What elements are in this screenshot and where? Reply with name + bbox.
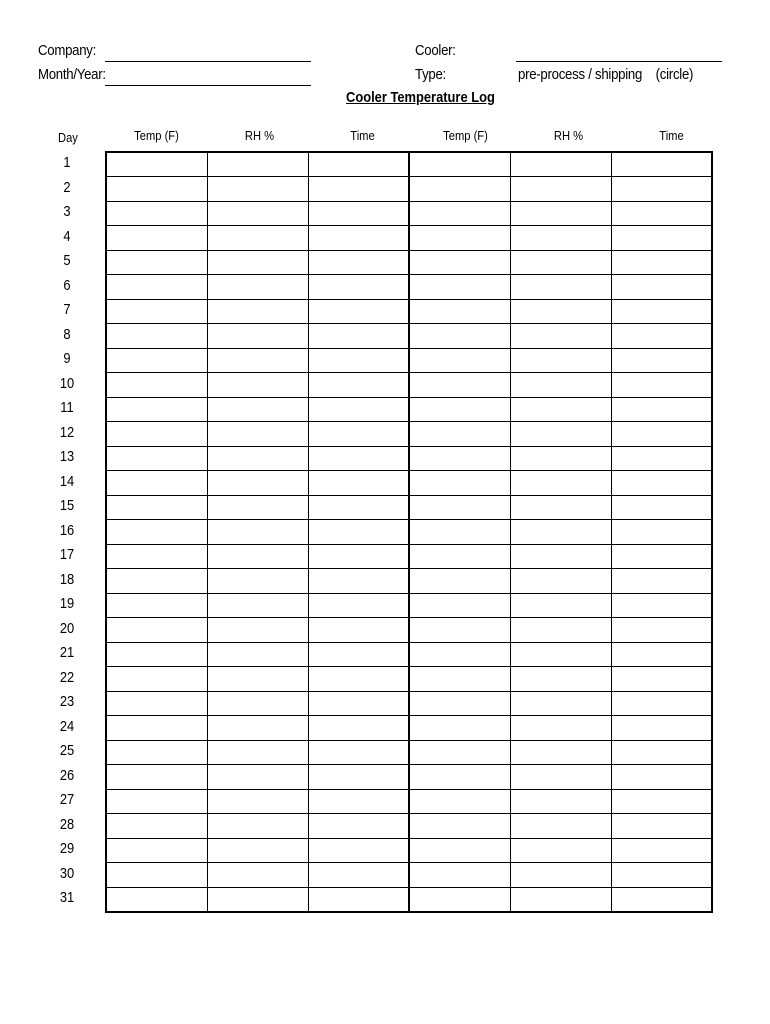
- log-entry-cell[interactable]: [409, 471, 510, 496]
- column-header-temp-1: Temp (F): [134, 128, 179, 143]
- day-label: 24: [59, 717, 75, 735]
- log-entry-cell[interactable]: [409, 716, 510, 741]
- log-entry-cell[interactable]: [308, 397, 409, 422]
- table-row: [106, 618, 712, 643]
- log-entry-cell[interactable]: [409, 348, 510, 373]
- log-entry-cell[interactable]: [308, 740, 409, 765]
- table-row: [106, 250, 712, 275]
- log-entry-cell[interactable]: [308, 299, 409, 324]
- company-field[interactable]: [105, 61, 311, 62]
- log-entry-cell[interactable]: [409, 422, 510, 447]
- column-header-time-1: Time: [350, 128, 375, 143]
- log-entry-cell[interactable]: [207, 250, 308, 275]
- log-entry-cell[interactable]: [611, 299, 712, 324]
- log-entry-cell[interactable]: [106, 226, 207, 251]
- log-entry-cell[interactable]: [207, 642, 308, 667]
- log-entry-cell[interactable]: [510, 275, 611, 300]
- day-label: 10: [59, 374, 75, 392]
- day-label: 12: [59, 423, 75, 441]
- table-row: [106, 324, 712, 349]
- log-entry-cell[interactable]: [409, 250, 510, 275]
- day-label: 18: [59, 570, 75, 588]
- log-entry-cell[interactable]: [308, 544, 409, 569]
- log-entry-cell[interactable]: [308, 275, 409, 300]
- log-entry-cell[interactable]: [611, 618, 712, 643]
- log-entry-cell[interactable]: [106, 520, 207, 545]
- day-label: 1: [63, 154, 71, 171]
- log-entry-cell[interactable]: [510, 520, 611, 545]
- log-entry-cell[interactable]: [106, 544, 207, 569]
- log-entry-cell[interactable]: [510, 838, 611, 863]
- log-entry-cell[interactable]: [308, 887, 409, 912]
- log-entry-cell[interactable]: [409, 397, 510, 422]
- log-entry-cell[interactable]: [409, 789, 510, 814]
- log-entry-cell[interactable]: [207, 446, 308, 471]
- log-entry-cell[interactable]: [308, 569, 409, 594]
- log-entry-cell[interactable]: [510, 373, 611, 398]
- day-label: 20: [59, 619, 75, 637]
- log-entry-cell[interactable]: [510, 422, 611, 447]
- log-entry-cell[interactable]: [106, 397, 207, 422]
- day-label: 23: [59, 693, 75, 710]
- day-label: 11: [60, 399, 74, 416]
- log-entry-cell[interactable]: [106, 177, 207, 202]
- log-entry-cell[interactable]: [106, 569, 207, 594]
- day-label: 29: [59, 840, 75, 857]
- log-entry-cell[interactable]: [510, 618, 611, 643]
- day-label: 6: [63, 276, 71, 294]
- log-entry-cell[interactable]: [409, 299, 510, 324]
- log-entry-cell[interactable]: [106, 838, 207, 863]
- log-entry-cell[interactable]: [409, 495, 510, 520]
- log-entry-cell[interactable]: [106, 348, 207, 373]
- log-entry-cell[interactable]: [611, 667, 712, 692]
- log-entry-cell[interactable]: [510, 226, 611, 251]
- log-entry-cell[interactable]: [510, 152, 611, 177]
- log-entry-cell[interactable]: [611, 348, 712, 373]
- table-row: [106, 765, 712, 790]
- log-entry-cell[interactable]: [207, 495, 308, 520]
- log-entry-cell[interactable]: [611, 373, 712, 398]
- log-entry-cell[interactable]: [510, 495, 611, 520]
- log-entry-cell[interactable]: [611, 716, 712, 741]
- log-entry-cell[interactable]: [207, 765, 308, 790]
- log-entry-cell[interactable]: [308, 618, 409, 643]
- log-entry-cell[interactable]: [207, 397, 308, 422]
- log-entry-cell[interactable]: [510, 593, 611, 618]
- log-entry-cell[interactable]: [409, 863, 510, 888]
- column-header-time-2: Time: [659, 128, 684, 143]
- table-row: [106, 789, 712, 814]
- log-entry-cell[interactable]: [409, 520, 510, 545]
- table-row: [106, 887, 712, 912]
- day-label: 4: [63, 227, 71, 245]
- log-entry-cell[interactable]: [106, 863, 207, 888]
- log-entry-cell[interactable]: [106, 299, 207, 324]
- log-entry-cell[interactable]: [510, 544, 611, 569]
- log-entry-cell[interactable]: [308, 593, 409, 618]
- log-entry-cell[interactable]: [611, 471, 712, 496]
- log-entry-cell[interactable]: [510, 887, 611, 912]
- log-entry-cell[interactable]: [510, 201, 611, 226]
- day-label: 25: [59, 742, 75, 759]
- log-entry-cell[interactable]: [611, 446, 712, 471]
- log-entry-cell[interactable]: [207, 691, 308, 716]
- log-entry-cell[interactable]: [207, 471, 308, 496]
- log-entry-cell[interactable]: [611, 520, 712, 545]
- day-label: 8: [63, 325, 71, 343]
- day-label: 28: [59, 815, 75, 833]
- log-entry-cell[interactable]: [611, 250, 712, 275]
- log-entry-cell[interactable]: [409, 887, 510, 912]
- log-entry-cell[interactable]: [510, 177, 611, 202]
- log-entry-cell[interactable]: [409, 201, 510, 226]
- log-entry-cell[interactable]: [207, 152, 308, 177]
- log-entry-cell[interactable]: [308, 495, 409, 520]
- log-entry-cell[interactable]: [510, 348, 611, 373]
- log-entry-cell[interactable]: [207, 299, 308, 324]
- log-entry-cell[interactable]: [308, 716, 409, 741]
- log-entry-cell[interactable]: [207, 887, 308, 912]
- log-entry-cell[interactable]: [510, 446, 611, 471]
- day-label: 5: [63, 252, 71, 269]
- day-label: 13: [59, 448, 75, 465]
- log-entry-cell[interactable]: [207, 226, 308, 251]
- log-entry-cell[interactable]: [510, 397, 611, 422]
- log-entry-cell[interactable]: [611, 152, 712, 177]
- log-entry-cell[interactable]: [106, 201, 207, 226]
- log-entry-cell[interactable]: [611, 422, 712, 447]
- log-entry-cell[interactable]: [308, 471, 409, 496]
- cooler-label: Cooler:: [415, 42, 456, 59]
- log-entry-cell[interactable]: [207, 593, 308, 618]
- log-entry-cell[interactable]: [409, 642, 510, 667]
- day-label: 22: [59, 668, 75, 686]
- log-entry-cell[interactable]: [106, 887, 207, 912]
- log-entry-cell[interactable]: [409, 691, 510, 716]
- log-entry-cell[interactable]: [106, 152, 207, 177]
- table-row: [106, 373, 712, 398]
- log-entry-cell[interactable]: [510, 789, 611, 814]
- log-entry-cell[interactable]: [510, 863, 611, 888]
- log-entry-cell[interactable]: [207, 544, 308, 569]
- log-entry-cell[interactable]: [308, 373, 409, 398]
- log-entry-cell[interactable]: [611, 814, 712, 839]
- log-entry-cell[interactable]: [611, 569, 712, 594]
- log-entry-cell[interactable]: [207, 177, 308, 202]
- table-row: [106, 275, 712, 300]
- table-row: [106, 471, 712, 496]
- log-entry-cell[interactable]: [409, 765, 510, 790]
- table-row: [106, 740, 712, 765]
- log-entry-cell[interactable]: [308, 691, 409, 716]
- log-entry-cell[interactable]: [611, 226, 712, 251]
- table-row: [106, 716, 712, 741]
- log-entry-cell[interactable]: [207, 569, 308, 594]
- log-entry-cell[interactable]: [611, 838, 712, 863]
- table-row: [106, 691, 712, 716]
- log-entry-cell[interactable]: [106, 324, 207, 349]
- log-entry-cell[interactable]: [308, 765, 409, 790]
- column-header-rh-1: RH %: [244, 128, 275, 143]
- log-entry-cell[interactable]: [207, 740, 308, 765]
- log-entry-cell[interactable]: [611, 397, 712, 422]
- log-entry-cell[interactable]: [106, 814, 207, 839]
- log-entry-cell[interactable]: [409, 373, 510, 398]
- type-options[interactable]: pre-process / shipping (circle): [518, 66, 694, 83]
- log-entry-cell[interactable]: [106, 422, 207, 447]
- log-entry-cell[interactable]: [409, 544, 510, 569]
- month-year-label: Month/Year:: [38, 66, 106, 83]
- day-label: 30: [59, 864, 75, 882]
- log-entry-cell[interactable]: [510, 642, 611, 667]
- log-entry-cell[interactable]: [308, 520, 409, 545]
- log-entry-cell[interactable]: [106, 789, 207, 814]
- log-entry-cell[interactable]: [510, 814, 611, 839]
- log-entry-cell[interactable]: [106, 765, 207, 790]
- table-row: [106, 814, 712, 839]
- day-label: 2: [63, 178, 71, 196]
- log-entry-cell[interactable]: [207, 618, 308, 643]
- log-entry-cell[interactable]: [611, 201, 712, 226]
- page-title: Cooler Temperature Log: [346, 89, 495, 106]
- log-entry-cell[interactable]: [611, 887, 712, 912]
- log-entry-cell[interactable]: [510, 716, 611, 741]
- table-row: [106, 544, 712, 569]
- log-entry-cell[interactable]: [611, 765, 712, 790]
- log-entry-cell[interactable]: [510, 471, 611, 496]
- log-entry-cell[interactable]: [308, 348, 409, 373]
- log-entry-cell[interactable]: [409, 446, 510, 471]
- log-entry-cell[interactable]: [409, 838, 510, 863]
- log-entry-cell[interactable]: [611, 863, 712, 888]
- log-entry-cell[interactable]: [207, 373, 308, 398]
- log-entry-cell[interactable]: [409, 814, 510, 839]
- log-entry-cell[interactable]: [207, 667, 308, 692]
- log-entry-cell[interactable]: [510, 740, 611, 765]
- log-entry-cell[interactable]: [207, 201, 308, 226]
- column-header-temp-2: Temp (F): [443, 128, 488, 143]
- log-entry-cell[interactable]: [106, 691, 207, 716]
- day-label: 19: [59, 595, 75, 612]
- table-row: [106, 863, 712, 888]
- log-entry-cell[interactable]: [207, 324, 308, 349]
- day-label: 17: [59, 546, 75, 563]
- log-entry-cell[interactable]: [106, 667, 207, 692]
- table-row: [106, 152, 712, 177]
- day-label: 14: [59, 472, 75, 490]
- company-label: Company:: [38, 42, 97, 59]
- log-entry-cell[interactable]: [207, 520, 308, 545]
- log-entry-cell[interactable]: [409, 569, 510, 594]
- log-entry-cell[interactable]: [308, 838, 409, 863]
- log-entry-cell[interactable]: [308, 177, 409, 202]
- table-row: [106, 201, 712, 226]
- log-entry-cell[interactable]: [106, 642, 207, 667]
- log-entry-cell[interactable]: [106, 275, 207, 300]
- log-entry-cell[interactable]: [106, 446, 207, 471]
- log-entry-cell[interactable]: [106, 618, 207, 643]
- column-header-rh-2: RH %: [553, 128, 584, 143]
- log-entry-cell[interactable]: [308, 250, 409, 275]
- table-row: [106, 422, 712, 447]
- table-row: [106, 397, 712, 422]
- day-label: 16: [59, 521, 75, 539]
- type-label: Type:: [415, 66, 446, 83]
- log-entry-cell[interactable]: [308, 422, 409, 447]
- temperature-log-grid: [105, 151, 713, 913]
- log-entry-cell[interactable]: [409, 324, 510, 349]
- month-year-field[interactable]: [105, 85, 311, 86]
- day-label: 27: [59, 791, 75, 808]
- day-label: 9: [63, 350, 71, 367]
- log-entry-cell[interactable]: [611, 593, 712, 618]
- table-row: [106, 642, 712, 667]
- log-entry-cell[interactable]: [308, 667, 409, 692]
- table-row: [106, 446, 712, 471]
- day-label: 7: [63, 301, 71, 318]
- log-entry-cell[interactable]: [409, 226, 510, 251]
- day-column-header: Day: [58, 130, 78, 145]
- log-entry-cell[interactable]: [510, 299, 611, 324]
- table-row: [106, 569, 712, 594]
- log-entry-cell[interactable]: [308, 814, 409, 839]
- log-entry-cell[interactable]: [106, 250, 207, 275]
- log-entry-cell[interactable]: [611, 789, 712, 814]
- table-row: [106, 495, 712, 520]
- table-row: [106, 520, 712, 545]
- table-row: [106, 226, 712, 251]
- log-entry-cell[interactable]: [207, 275, 308, 300]
- table-row: [106, 593, 712, 618]
- log-entry-cell[interactable]: [409, 275, 510, 300]
- cooler-field[interactable]: [516, 61, 722, 62]
- log-entry-cell[interactable]: [106, 495, 207, 520]
- log-entry-cell[interactable]: [409, 177, 510, 202]
- log-entry-cell[interactable]: [510, 765, 611, 790]
- day-label: 26: [59, 766, 75, 784]
- log-entry-cell[interactable]: [611, 324, 712, 349]
- log-entry-cell[interactable]: [106, 593, 207, 618]
- table-row: [106, 177, 712, 202]
- log-entry-cell[interactable]: [611, 740, 712, 765]
- log-entry-cell[interactable]: [207, 422, 308, 447]
- log-entry-cell[interactable]: [106, 471, 207, 496]
- table-row: [106, 299, 712, 324]
- log-entry-cell[interactable]: [611, 544, 712, 569]
- log-entry-cell[interactable]: [207, 716, 308, 741]
- log-entry-cell[interactable]: [409, 618, 510, 643]
- log-entry-cell[interactable]: [510, 250, 611, 275]
- log-entry-cell[interactable]: [308, 446, 409, 471]
- log-entry-cell[interactable]: [611, 177, 712, 202]
- log-entry-cell[interactable]: [308, 324, 409, 349]
- log-entry-cell[interactable]: [308, 642, 409, 667]
- day-label: 15: [59, 497, 75, 514]
- log-entry-cell[interactable]: [308, 201, 409, 226]
- day-label: 31: [59, 889, 75, 906]
- table-row: [106, 667, 712, 692]
- log-entry-cell[interactable]: [409, 152, 510, 177]
- log-entry-cell[interactable]: [510, 667, 611, 692]
- log-entry-cell[interactable]: [207, 348, 308, 373]
- log-entry-cell[interactable]: [409, 740, 510, 765]
- log-entry-cell[interactable]: [308, 152, 409, 177]
- day-label: 21: [59, 644, 75, 661]
- log-entry-cell[interactable]: [106, 740, 207, 765]
- log-entry-cell[interactable]: [106, 716, 207, 741]
- log-entry-cell[interactable]: [207, 789, 308, 814]
- log-entry-cell[interactable]: [207, 838, 308, 863]
- log-entry-cell[interactable]: [510, 691, 611, 716]
- log-entry-cell[interactable]: [510, 569, 611, 594]
- log-entry-cell[interactable]: [106, 373, 207, 398]
- table-row: [106, 838, 712, 863]
- log-entry-cell[interactable]: [611, 691, 712, 716]
- log-entry-cell[interactable]: [611, 495, 712, 520]
- log-entry-cell[interactable]: [611, 642, 712, 667]
- log-entry-cell[interactable]: [308, 226, 409, 251]
- log-entry-cell[interactable]: [308, 789, 409, 814]
- log-entry-cell[interactable]: [409, 593, 510, 618]
- day-label: 3: [63, 203, 71, 220]
- log-entry-cell[interactable]: [308, 863, 409, 888]
- log-entry-cell[interactable]: [207, 863, 308, 888]
- log-entry-cell[interactable]: [409, 667, 510, 692]
- log-entry-cell[interactable]: [207, 814, 308, 839]
- log-entry-cell[interactable]: [510, 324, 611, 349]
- table-row: [106, 348, 712, 373]
- log-entry-cell[interactable]: [611, 275, 712, 300]
